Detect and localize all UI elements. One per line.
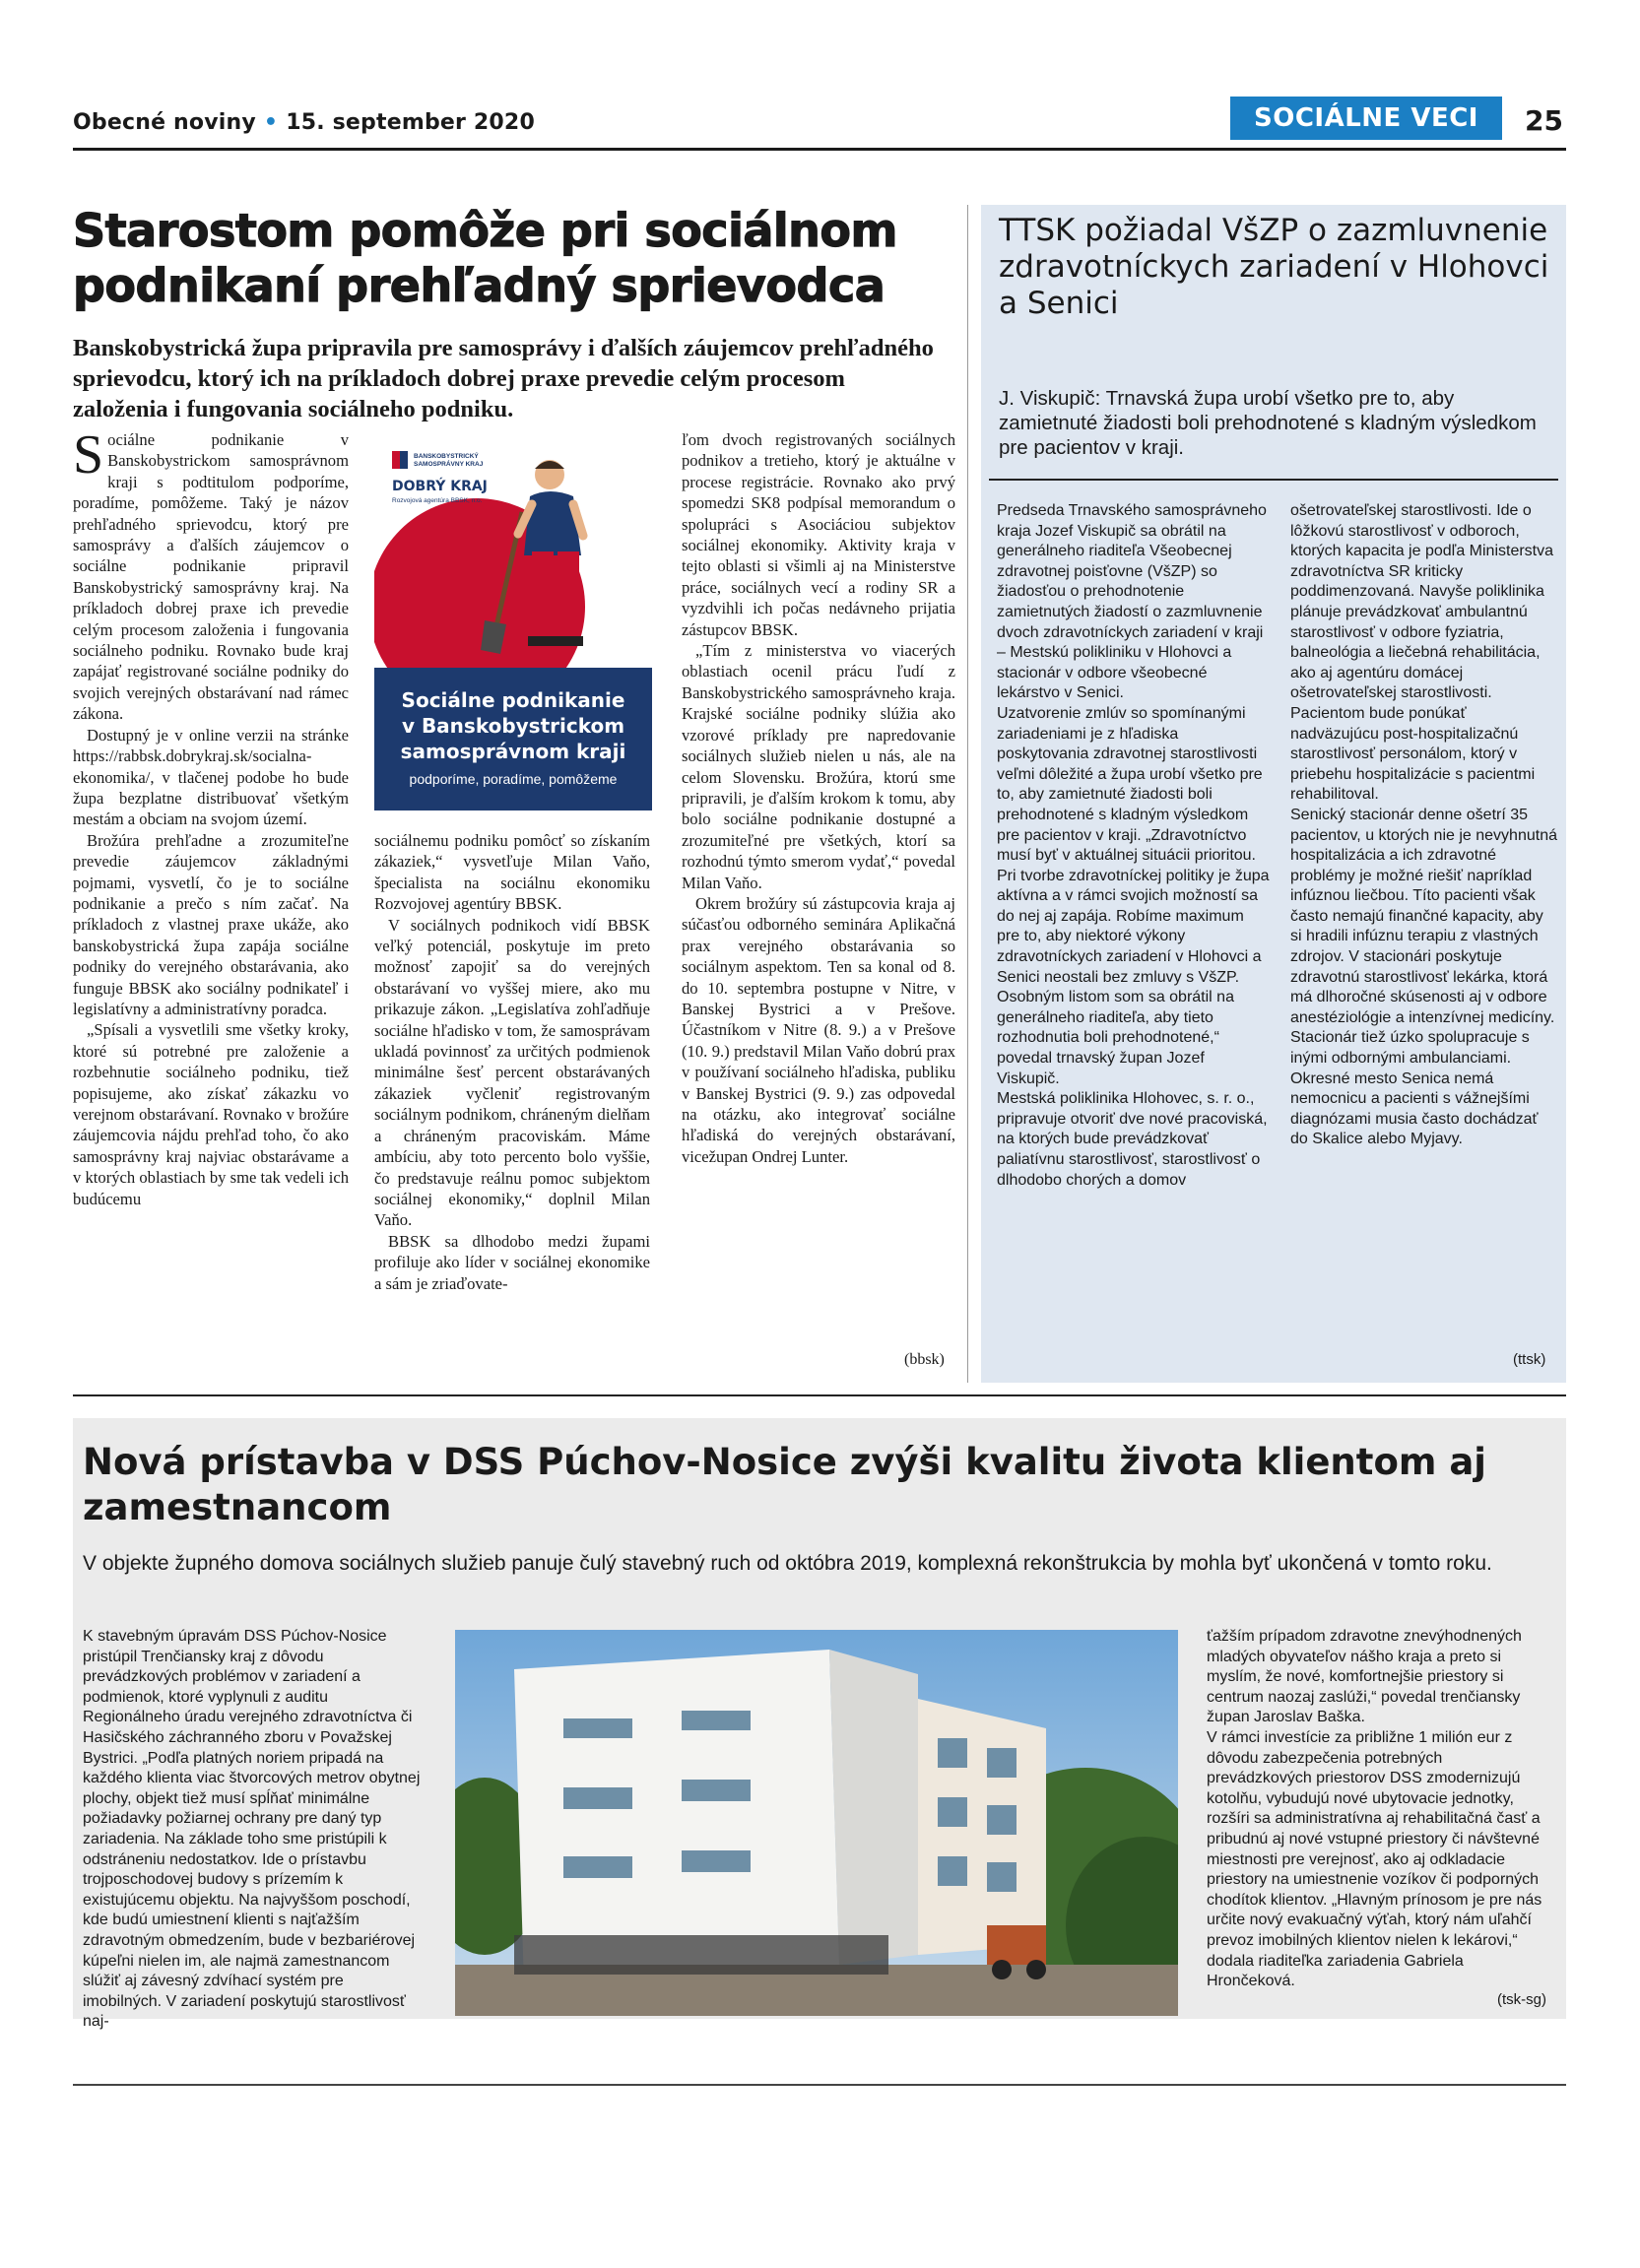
- paragraph: V rámci investície za približne 1 milión eur z dôvodu zabezpečenia potrebných prevádzkových priestorov DSS zmodernizujú kotolňu, vybudujú nové ubytovacie jednotky, rozšíri sa administratívna aj rehabilitačná časť a pribudnú aj nové vstupné priestory či návštevné miestnosti pre verejnosť, ako aj odkladacie priestory na umiestnenie vozíkov či podporných chodítok klientov. „Hlavným prínosom je pre nás určite nový evakuačný výťah, ktorý nám uľahčí prevoz imobilných klientov nielen k lekárovi,“ dodala riaditeľka zariadenia Gabriela Hrončeková.: [1207, 1728, 1542, 1990]
- article2-signature: (tsk-sg): [1497, 1991, 1546, 2008]
- logo-text-1: BANSKOBYSTRICKÝ: [414, 453, 479, 460]
- paragraph: Sociálne podnikanie v Banskobystrickom samosprávnom kraji s podtitulom podporíme, poradíme, pomôžeme. Taký je názov prehľadného sprievodcu, ktorý pre samosprávy a ďalších záujemcov o sociálne podnikanie pripravil Banskobystrický samosprávny kraj. Na príkladoch dobrej praxe ich prevedie celým procesom založenia i fungovania sociálneho podniku. Rovnako bude kraj zapájať registrované sociálne podniky do svojich verejných obstarávaní nad rámec zákona.: [73, 424, 349, 724]
- paragraph: Mestská poliklinika Hlohovec, s. r. o., pripravuje otvoriť dve nové pracoviská, na ktorých bude prevádzkovať paliatívnu starostlivosť, starostlivosť o dlhodobo chorých a domov: [997, 1090, 1268, 1189]
- article2-headline: Nová prístavba v DSS Púchov-Nosice zvýši kvalitu života klientom aj zamestnancom: [83, 1441, 1486, 1528]
- paragraph: Brožúra prehľadne a zrozumiteľne prevedie záujemcov základnými pojmami, vysvetlí, čo je to sociálne podnikanie a prečo s ním začať. Na príkladoch z vlastnej praxe ukáže, ako banskobystrická župa zapája sociálne podniky do verejného obstarávania, ako funguje BBSK ako sociálny podnikateľ i legislatívny a administratívny poradca.: [73, 830, 349, 1018]
- publication-name: Obecné noviny: [73, 110, 256, 135]
- paragraph: BBSK sa dlhodobo medzi župami profiluje ako líder v sociálnej ekonomike a sám je zriaďovate-: [374, 1231, 650, 1293]
- article2-column-3: [1207, 1627, 1549, 1992]
- logo-text-2: SAMOSPRÁVNY KRAJ: [414, 461, 484, 468]
- section-tag: SOCIÁLNE VECI: [1230, 97, 1502, 140]
- sidebar-signature: (ttsk): [1513, 1351, 1546, 1368]
- section-separator: [73, 1394, 1566, 1396]
- header-rule: [73, 148, 1566, 151]
- page-number: 25: [1525, 104, 1563, 137]
- paragraph: ošetrovateľskej starostlivosti. Ide o lôžkovú starostlivosť v odboroch, ktorých kapacita je podľa Ministerstva zdravotníctva SR kriticky poddimenzovaná. Navyše poliklinika plánuje prevádzkovať ambulantnú starostlivosť v odbore fyziatria, balneológia a liečebná rehabilitácia, ako aj agentúru domácej ošetrovateľskej starostlivosti. Pacientom bude ponúkať nadväzujúcu post-hospitalizačnú starostlivosť personálom, ktorý v priebehu hospitalizácie s pacientmi rehabilitoval.: [1290, 502, 1554, 804]
- paragraph: Dostupný je v online verzii na stránke https://rabbsk.dobrykraj.sk/socialna-ekonomika/, v tlačenej podobe ho bude župa bezplatne distribuovať všetkým mestám a obciam na svojom území.: [73, 725, 349, 829]
- article1-column-2: [374, 830, 650, 1294]
- paragraph: Predseda Trnavského samosprávneho kraja Jozef Viskupič sa obrátil na generálneho riaditeľa Všeobecnej zdravotnej poisťovne (VšZP) so žiadosťou o prehodnotenie zamietnutých žiadostí o zazmluvnenie dvoch zdravotníckych zariadení v kraji – Mestskú polikliniku v Hlohovci a stacionár v odbore všeobecné lekárstvo v Senici.: [997, 502, 1267, 702]
- brochure-title-1: Sociálne podnikanie: [401, 688, 625, 712]
- sidebar-column-2: [1290, 501, 1558, 1150]
- paragraph: ťažším prípadom zdravotne znevýhodnených mladých obyvateľov nášho kraja a preto si myslím, že nové, komfortnejšie priestory si centrum naozaj zaslúži,“ povedal trenčiansky župan Jaroslav Baška.: [1207, 1628, 1522, 1726]
- article1-signature: (bbsk): [904, 1351, 945, 1368]
- issue-date: 15. september 2020: [286, 110, 535, 135]
- brand-text: DOBRÝ KRAJ: [392, 479, 488, 494]
- paragraph: ľom dvoch registrovaných sociálnych podnikov a tretieho, ktorý je aktuálne v procese registrácie. Rovnako ako prvý spomedzi SK8 podpísal memorandum o spolupráci s Asociáciou subjektov sociálnej ekonomiky. Aktivity kraja v tejto oblasti si všimli aj na Ministerstve práce, sociálnych vecí a rodiny SR a vyzdvihli ich počas nedávneho prijatia zástupcov BBSK.: [682, 430, 955, 639]
- masthead: [73, 110, 535, 135]
- sidebar-headline: TTSK požiadal VšZP o zazmluvnenie zdravotníckych zariadení v Hlohovci a Senici: [999, 213, 1549, 321]
- paragraph: Senický stacionár denne ošetrí 35 pacientov, u ktorých nie je nevyhnutná hospitalizácia a ich zdravotné problémy je možné riešiť napríklad infúznou liečbou. Títo pacienti však často nemajú finančné kapacity, aby si hradili infúznu terapiu z vlastných zdrojov. V stacionári poskytuje zdravotnú starostlivosť lekárka, ktorá má dlhoročné skúsenosti aj v odbore anestéziológie a intenzívnej medicíny. Stacionár tiež úzko spolupracuje s inými odbornými ambulanciami. Okresné mesto Senica nemá nemocnicu a pacienti s vážnejšími diagnózami musia často dochádzať do Skalice alebo Myjavy.: [1290, 806, 1557, 1148]
- paragraph: V sociálnych podnikoch vidí BBSK veľký potenciál, poskytuje im preto možnosť zapojiť sa do verejných obstarávaní vo vyššej miere, ako mu prikazuje zákon. „Legislatíva zohľadňuje sociálne hľadisko v tom, že samosprávam ukladá povinnosť za určitých podmienok minimálne šesť percent obstarávaných zákaziek vyčleniť registrovaným sociálnym podnikom, chráneným dielňam a chráneným pracoviskám. Máme ambíciu, aby toto percento bolo vyššie, čo predstavuje reálnu pomoc subjektom sociálnej ekonomiky,“ doplnil Milan Vaňo.: [374, 915, 650, 1230]
- article1-column-3: [682, 429, 955, 1167]
- article1-column-1: [73, 424, 349, 1209]
- article1-headline: Starostom pomôže pri sociálnom podnikaní prehľadný sprievodca: [73, 204, 897, 312]
- paragraph: Uzatvorenie zmlúv so spomínanými zariadeniami je z hľadiska poskytovania zdravotnej starostlivosti veľmi dôležité a župa urobí všetko pre to, aby zamietnuté žiadosti boli prehodnotené s kladným výsledkom pre pacientov v kraji. „Zdravotníctvo musí byť v aktuálnej situácii prioritou. Pri tvorbe zdravotníckej politiky je župa aktívna a v rámci svojich možností sa do nej aj zapája. Robíme maximum pre to, aby niektoré výkony zdravotníckych zariadení v Hlohovci a Senici neostali bez zmluvy s VšZP. Osobným listom som sa obrátil na generálneho riaditeľa, aby tieto rozhodnutia boli prehodnotené,“ povedal trnavský župan Jozef Viskupič.: [997, 704, 1270, 1087]
- bbsk-logo-icon: [392, 451, 408, 469]
- brochure-title-3: samosprávnom kraji: [400, 740, 626, 763]
- paragraph: sociálnemu podniku pomôcť so získaním zákaziek,“ vysvetľuje Milan Vaňo, špecialista na sociálnu ekonomiku Rozvojovej agentúry BBSK.: [374, 831, 650, 914]
- paragraph: „Spísali a vysvetlili sme všetky kroky, ktoré sú potrebné pre založenie a rozbehnutie sociálneho podniku, tiež popisujeme, ako získať zákazku vo verejnom obstarávaní. Rovnako v brožúre záujemcovia nájdu prehľad toho, čo ako samosprávny kraj najviac obstarávame a v ktorých oblastiach by sme tak vedeli ich budúcemu: [73, 1020, 349, 1208]
- drop-cap: S: [73, 424, 104, 486]
- article2-column-1: [83, 1627, 426, 2033]
- column-divider: [967, 205, 968, 1383]
- article1-lead: Banskobystrická župa pripravila pre samosprávy i ďalších záujemcov prehľadného sprievodcu, ktorý ich na príkladoch dobrej praxe prevedie celým procesom založenia i fungovania sociálneho podniku.: [73, 335, 934, 422]
- brochure-title-2: v Banskobystrickom: [401, 714, 625, 738]
- brochure-subtitle: podporíme, poradíme, pomôžeme: [409, 771, 618, 787]
- agency-text: Rozvojová agentúra BBSK, n.o.: [392, 497, 483, 504]
- building-photo: [455, 1630, 1178, 2016]
- separator-dot: •: [263, 110, 279, 135]
- paragraph: K stavebným úpravám DSS Púchov-Nosice pristúpil Trenčiansky kraj z dôvodu prevádzkových problémov v zariadení a podmienok, ktoré vyplynuli z auditu Regionálneho úradu verejného zdravotníctva či Hasičského záchranného zboru v Považskej Bystrici. „Podľa platných noriem pripadá na každého klienta viac štvorcových metrov obytnej plochy, objekt tiež musí spĺňať minimálne požiadavky požiarnej ochrany pre daný typ zariadenia. Na základe toho sme pristúpili k odstráneniu nedostatkov. Ide o prístavbu trojposchodovej budovy s prízemím k existujúcemu objektu. Na najvyššom poschodí, kde budú umiestnení klienti s najťažším zdravotným obmedzením, bude v bezbariérovej kúpeľni nielen im, ale najmä zamestnancom slúžiť aj závesný zdvíhací systém pre imobilných. V zariadení poskytujú starostlivosť naj-: [83, 1628, 421, 2031]
- bottom-rule: [73, 2084, 1566, 2086]
- sidebar-rule: [989, 479, 1558, 481]
- brochure-cover-image: [374, 433, 652, 810]
- paragraph: „Tím z ministerstva vo viacerých oblastiach ocenil prácu ľudí z Banskobystrického samosprávneho kraja. Krajské sociálne podniky slúžia ako vzorové príklady pre napredovanie sociálnych služieb nielen u nás, ale na celom Slovensku. Brožúra, ktorú sme pripravili, je ďalším krokom k tomu, aby bolo sociálne podnikanie dostupné a zrozumiteľné pre všetkých, ktorí sa rozhodnú týmto smerom vydať,“ povedal Milan Vaňo.: [682, 641, 955, 892]
- sidebar-column-1: [997, 501, 1271, 1191]
- sidebar-lead: J. Viskupič: Trnavská župa urobí všetko pre to, aby zamietnuté žiadosti boli prehodnotené s kladným výsledkom pre pacientov v kraji.: [999, 387, 1537, 459]
- article2-lead: V objekte župného domova sociálnych služieb panuje čulý stavebný ruch od októbra 2019, komplexná rekonštrukcia by mohla byť ukončená v tomto roku.: [83, 1552, 1492, 1575]
- paragraph: Okrem brožúry sú zástupcovia kraja aj súčasťou odborného seminára Aplikačná prax verejného obstarávania so sociálnym aspektom. Ten sa konal od 8. do 10. septembra postupne v Nitre, v Banskej Bystrici a v Prešove. Účastníkom v Nitre (8. 9.) a v Prešove (10. 9.) predstavil Milan Vaňo dobrú prax v používaní sociálneho hľadiska, publiku v Banskej Bystrici (9. 9.) zas odpovedal na otázku, ako integrovať sociálne hľadiská do verejných obstarávaní, vicežupan Ondrej Lunter.: [682, 893, 955, 1166]
